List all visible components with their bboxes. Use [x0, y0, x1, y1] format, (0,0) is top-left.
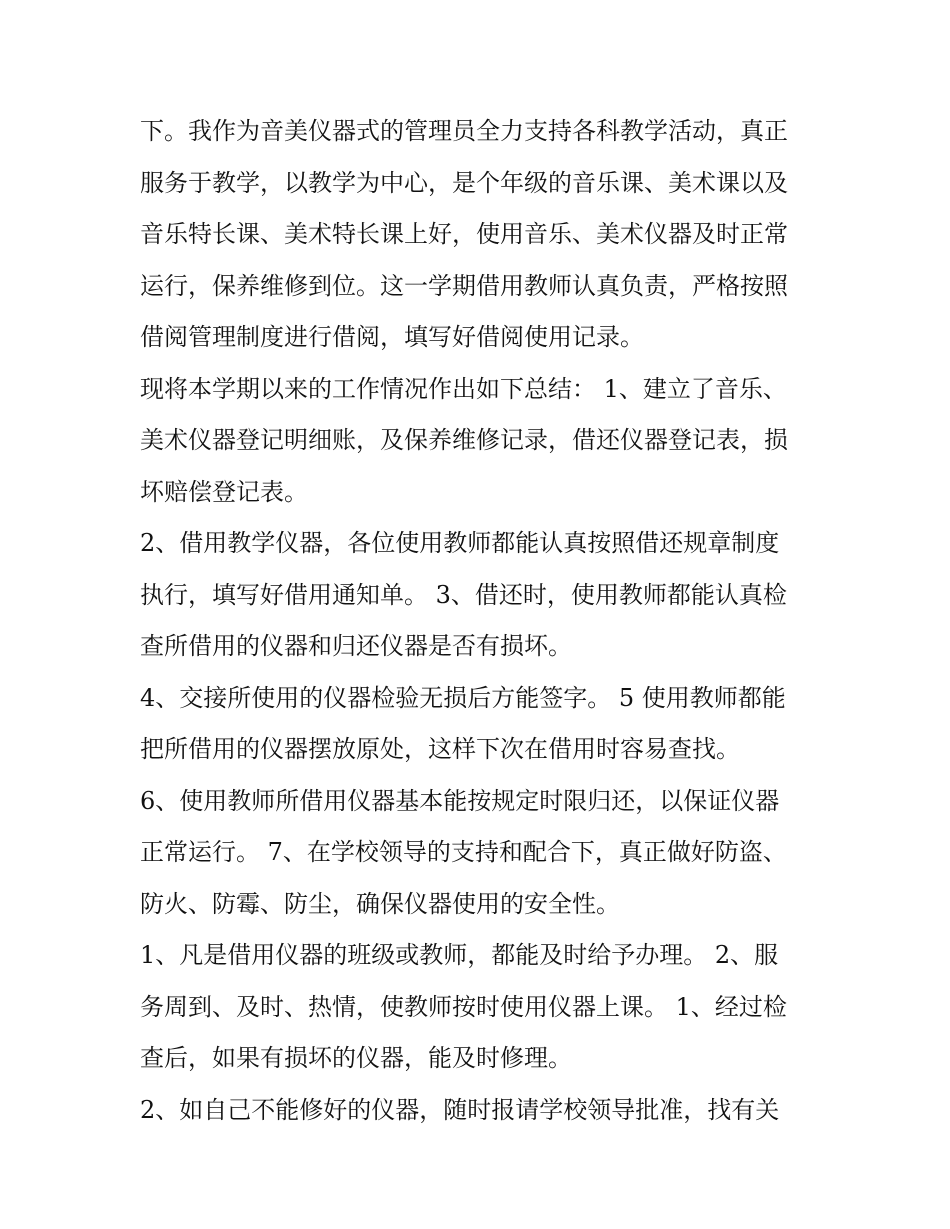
text-line: 借阅管理制度进行借阅，填写好借阅使用记录。	[140, 323, 644, 351]
text-line: 把所借用的仪器摆放原处，这样下次在借用时容易查找。	[140, 735, 740, 763]
text-line: 美术仪器登记明细账，及保养维修记录，借还仪器登记表，损	[140, 426, 788, 454]
text-line: 6、使用教师所借用仪器基本能按规定时限归还，以保证仪器	[140, 786, 780, 815]
text-line: 2、如自己不能修好的仪器，随时报请学校领导批准，找有关	[140, 1095, 780, 1124]
text-line: 务周到、及时、热情，使教师按时使用仪器上课。 1、经过检	[140, 992, 787, 1021]
text-line: 1、凡是借用仪器的班级或教师，都能及时给予办理。 2、服	[140, 941, 779, 969]
text-line: 音乐特长课、美术特长课上好，使用音乐、美术仪器及时正常	[140, 220, 788, 248]
text-line: 查所借用的仪器和归还仪器是否有损坏。	[140, 632, 572, 660]
text-line: 2、借用教学仪器，各位使用教师都能认真按照借还规章制度	[140, 529, 780, 557]
text-line: 防火、防霉、防尘，确保仪器使用的安全性。	[140, 889, 620, 918]
text-line: 正常运行。 7、在学校领导的支持和配合下，真正做好防盗、	[140, 838, 787, 866]
document-body	[140, 106, 820, 1136]
text-line: 坏赔偿登记表。	[140, 477, 308, 506]
text-line: 服务于教学，以教学为中心，是个年级的音乐课、美术课以及	[140, 168, 788, 197]
text-line: 4、交接所使用的仪器检验无损后方能签字。 5 使用教师都能	[140, 683, 786, 712]
text-line: 查后，如果有损坏的仪器，能及时修理。	[140, 1044, 572, 1072]
text-line: 运行，保养维修到位。这一学期借用教师认真负责，严格按照	[140, 271, 788, 300]
text-line: 下。我作为音美仪器式的管理员全力支持各科教学活动，真正	[140, 117, 788, 145]
text-line: 执行，填写好借用通知单。 3、借还时，使用教师都能认真检	[140, 580, 787, 609]
text-line: 现将本学期以来的工作情况作出如下总结： 1、建立了音乐、	[140, 374, 787, 403]
